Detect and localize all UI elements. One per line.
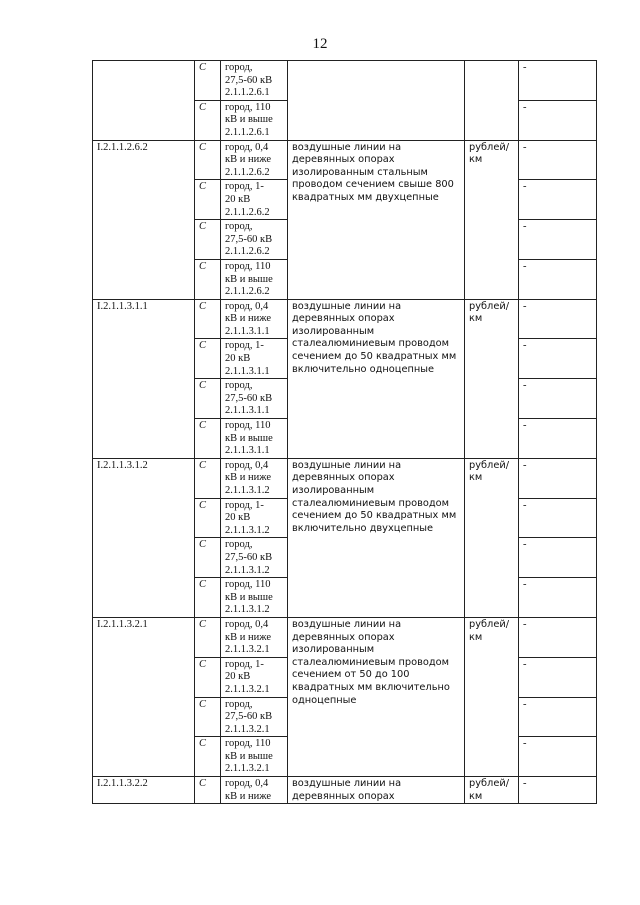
category-letter-cell: C xyxy=(195,379,221,419)
voltage-category-cell: город, 0,4 кВ и ниже 2.1.1.3.1.1 xyxy=(221,299,288,339)
voltage-category-cell: город, 110 кВ и выше 2.1.1.3.2.1 xyxy=(221,737,288,777)
value-cell: - xyxy=(519,697,597,737)
category-letter-cell: C xyxy=(195,498,221,538)
voltage-category-cell: город, 110 кВ и выше 2.1.1.3.1.1 xyxy=(221,419,288,459)
unit-cell: рублей/ км xyxy=(465,458,519,617)
category-letter-cell: C xyxy=(195,299,221,339)
voltage-category-cell: город, 1- 20 кВ 2.1.1.3.1.1 xyxy=(221,339,288,379)
voltage-category-cell: город, 0,4 кВ и ниже 2.1.1.3.2.1 xyxy=(221,617,288,657)
voltage-category-cell: город, 27,5-60 кВ 2.1.1.3.2.1 xyxy=(221,697,288,737)
unit-cell: рублей/ км xyxy=(465,617,519,776)
line-description-cell: воздушные линии на деревянных опорах изолированным стальным проводом сечением свыше 800 квадратных мм двухцепные xyxy=(288,140,465,299)
value-cell: - xyxy=(519,657,597,697)
line-description-cell: воздушные линии на деревянных опорах изолированным сталеалюминиевым проводом сечением до 50 квадратных мм включительно двухцепные xyxy=(288,458,465,617)
voltage-category-cell: город, 27,5-60 кВ 2.1.1.3.1.2 xyxy=(221,538,288,578)
voltage-category-cell: город, 110 кВ и выше 2.1.1.2.6.2 xyxy=(221,259,288,299)
table-row xyxy=(93,777,597,804)
voltage-category-cell: город, 1- 20 кВ 2.1.1.3.2.1 xyxy=(221,657,288,697)
category-letter-cell: C xyxy=(195,180,221,220)
value-cell: - xyxy=(519,538,597,578)
table-body xyxy=(93,61,597,804)
category-letter-cell: C xyxy=(195,61,221,101)
item-code-cell: I.2.1.1.3.1.2 xyxy=(93,458,195,617)
voltage-category-cell: город, 1- 20 кВ 2.1.1.2.6.2 xyxy=(221,180,288,220)
category-letter-cell: C xyxy=(195,259,221,299)
category-letter-cell: C xyxy=(195,777,221,804)
category-letter-cell: C xyxy=(195,578,221,618)
value-cell: - xyxy=(519,578,597,618)
table-row xyxy=(93,458,597,498)
unit-cell xyxy=(465,61,519,141)
category-letter-cell: C xyxy=(195,737,221,777)
value-cell: - xyxy=(519,379,597,419)
item-code-cell: I.2.1.1.3.1.1 xyxy=(93,299,195,458)
page-number: 12 xyxy=(312,36,328,52)
value-cell: - xyxy=(519,299,597,339)
line-description-cell: воздушные линии на деревянных опорах изолированным сталеалюминиевым проводом сечением от 50 до 100 квадратных мм включительно одноцепные xyxy=(288,617,465,776)
item-code-cell xyxy=(93,61,195,141)
tariff-table xyxy=(92,60,597,804)
category-letter-cell: C xyxy=(195,419,221,459)
value-cell: - xyxy=(519,498,597,538)
voltage-category-cell: город, 27,5-60 кВ 2.1.1.2.6.1 xyxy=(221,61,288,101)
unit-cell: рублей/ км xyxy=(465,777,519,804)
voltage-category-cell: город, 110 кВ и выше 2.1.1.2.6.1 xyxy=(221,100,288,140)
category-letter-cell: C xyxy=(195,458,221,498)
category-letter-cell: C xyxy=(195,617,221,657)
value-cell: - xyxy=(519,419,597,459)
voltage-category-cell: город, 27,5-60 кВ 2.1.1.2.6.2 xyxy=(221,220,288,260)
value-cell: - xyxy=(519,458,597,498)
value-cell: - xyxy=(519,180,597,220)
category-letter-cell: C xyxy=(195,100,221,140)
value-cell: - xyxy=(519,737,597,777)
value-cell: - xyxy=(519,617,597,657)
value-cell: - xyxy=(519,259,597,299)
voltage-category-cell: город, 1- 20 кВ 2.1.1.3.1.2 xyxy=(221,498,288,538)
category-letter-cell: C xyxy=(195,140,221,180)
category-letter-cell: C xyxy=(195,339,221,379)
value-cell: - xyxy=(519,140,597,180)
unit-cell: рублей/ км xyxy=(465,299,519,458)
category-letter-cell: C xyxy=(195,657,221,697)
voltage-category-cell: город, 0,4 кВ и ниже 2.1.1.3.1.2 xyxy=(221,458,288,498)
voltage-category-cell: город, 27,5-60 кВ 2.1.1.3.1.1 xyxy=(221,379,288,419)
table-row xyxy=(93,61,597,101)
item-code-cell: I.2.1.1.2.6.2 xyxy=(93,140,195,299)
category-letter-cell: C xyxy=(195,220,221,260)
value-cell: - xyxy=(519,220,597,260)
category-letter-cell: C xyxy=(195,538,221,578)
line-description-cell: воздушные линии на деревянных опорах изолированным сталеалюминиевым проводом сечением до 50 квадратных мм включительно одноцепные xyxy=(288,299,465,458)
item-code-cell: I.2.1.1.3.2.2 xyxy=(93,777,195,804)
table-row xyxy=(93,140,597,180)
value-cell: - xyxy=(519,61,597,101)
line-description-cell xyxy=(288,61,465,141)
category-letter-cell: C xyxy=(195,697,221,737)
line-description-cell: воздушные линии на деревянных опорах xyxy=(288,777,465,804)
voltage-category-cell: город, 110 кВ и выше 2.1.1.3.1.2 xyxy=(221,578,288,618)
table-row xyxy=(93,299,597,339)
unit-cell: рублей/ км xyxy=(465,140,519,299)
item-code-cell: I.2.1.1.3.2.1 xyxy=(93,617,195,776)
voltage-category-cell: город, 0,4 кВ и ниже xyxy=(221,777,288,804)
table-row xyxy=(93,617,597,657)
value-cell: - xyxy=(519,339,597,379)
value-cell: - xyxy=(519,777,597,804)
value-cell: - xyxy=(519,100,597,140)
voltage-category-cell: город, 0,4 кВ и ниже 2.1.1.2.6.2 xyxy=(221,140,288,180)
